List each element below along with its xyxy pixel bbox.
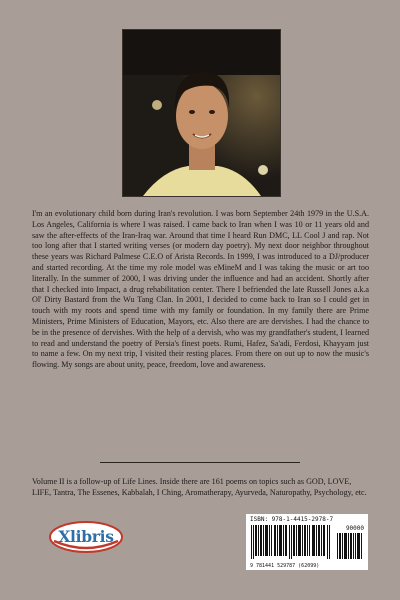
isbn-label: ISBN: 978-1-4415-2978-7 [250,516,334,523]
isbn-barcode [246,514,368,570]
barcode-suffix: (62099) [298,563,320,569]
author-biography: I'm an evolutionary child born during Iran's revolution. I was born September 24th 1979 in the U.S.A. Los Angeles, California is where I was raised. I came back to Iran when I was 10 or 11 years old and saw the after-effects of the Iran-Iraq war. Around that time I heard Run DMC, LL Cool J and rap. Not too long after that I started writing verses (or modern day poetry). My next door neighbor throughout these years was Richard Palmese C.E.O of Arista Records. In 1999, I was introduced to a DJ/producer and started recording. At the time my role model was eMineM and I was taking the music or art too literally. In the summer of 2000, I was driving under the influence and had an accident. Shortly after that I checked into Impact, a drug rehabilitation center. There I befriended the late Russell Jones a.k.a Ol' Dirty Bastard from the Wu Tang Clan. In 2001, I decided to come back to Iran so I could get in touch with my roots and spend time with my family or foundation. In my family there are Prime Ministers, Prime Ministers of Education, Mayors, etc. Also there are are dervishes. I had the chance to be in the presence of dervishes. With the help of a dervish, who was my grandfather's student, I learned to read and understand the poetry of Persia's finest poets. Rumi, Hafez, Sa'adi, Ferdosi, Khayyam just to name a few. On my next trip, I visited their resting places. From there on out up to now the music's flowing. My songs are about unity, peace, freedom, love and awareness. [32,209,369,370]
publisher-logo [48,519,124,555]
barcode-bars-icon [251,525,333,559]
price-barcode-icon [337,533,363,559]
book-description: Volume II is a follow-up of Life Lines. Inside there are 161 poems on topics such as GOD, LOVE, LIFE, Tantra, The Essenes, Kabbalah, I Ching, Aromatherapy, Ayurveda, Naturopathy, Psychology, etc. [32,477,367,497]
barcode-digits [250,563,319,569]
publisher-logo-text: Xlibris [58,527,114,546]
price-code: 90000 [345,525,364,532]
author-photo [122,29,281,197]
barcode-number: 9 781441 529787 [250,563,296,569]
section-divider [100,462,300,463]
